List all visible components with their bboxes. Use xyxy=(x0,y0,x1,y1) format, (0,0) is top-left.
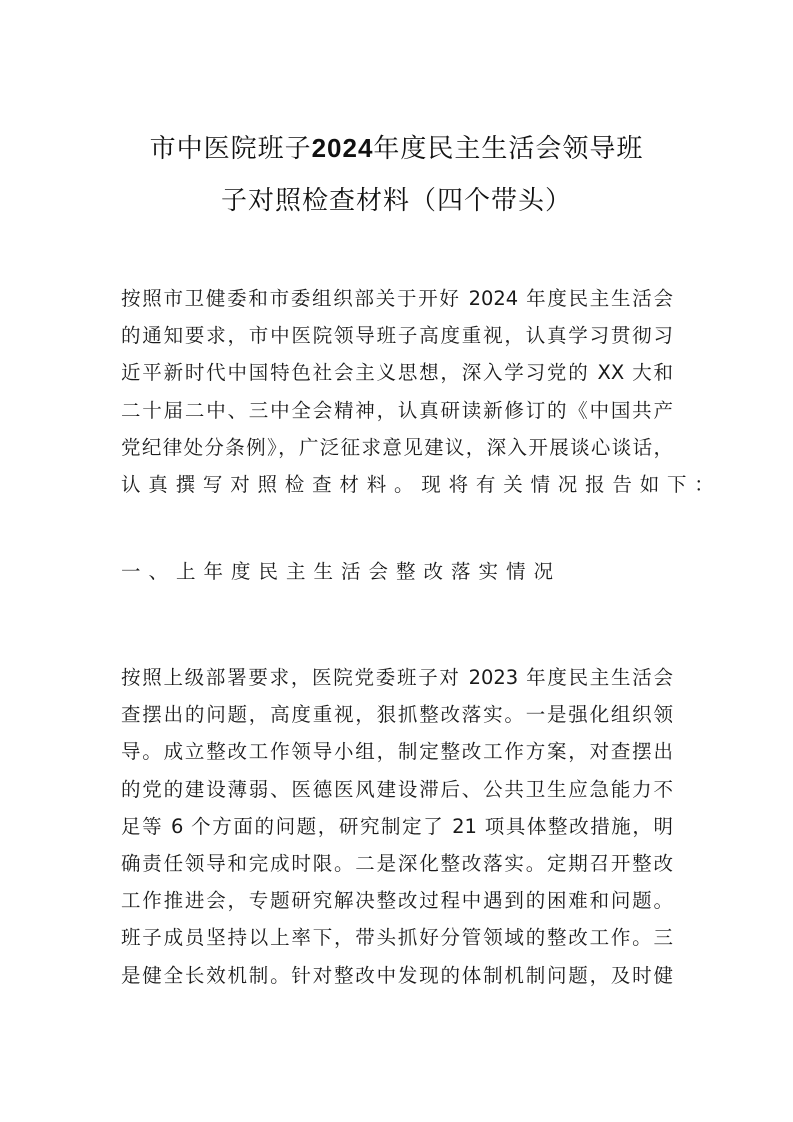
title-line-1: 市中医院班子2024年度民主生活会领导班 xyxy=(149,133,644,164)
intro-paragraph xyxy=(121,280,722,503)
title-line-2: 子对照检查材料（四个带头） xyxy=(220,186,572,216)
paragraph-line: 足等 6 个方面的问题，研究制定了 21 项具体整改措施，明 xyxy=(121,814,673,838)
paragraph-line: 是健全长效机制。针对整改中发现的体制机制问题，及时健 xyxy=(121,963,673,987)
paragraph-line: 按照上级部署要求，医院党委班子对 2023 年度民主生活会 xyxy=(121,666,673,689)
paragraph-line: 认真撰写对照检查材料。现将有关情况报告如下： xyxy=(121,473,722,497)
paragraph-line: 班子成员坚持以上率下，带头抓好分管领域的整改工作。三 xyxy=(121,926,673,950)
section-heading: 一、上年度民主生活会整改落实情况 xyxy=(121,560,562,583)
paragraph-line: 党纪律处分条例》，广泛征求意见建议，深入开展谈心谈话， xyxy=(121,435,673,459)
paragraph-line: 的通知要求，市中医院领导班子高度重视，认真学习贯彻习 xyxy=(121,324,673,348)
paragraph-line: 按照市卫健委和市委组织部关于开好 2024 年度民主生活会 xyxy=(121,287,673,310)
paragraph-line: 确责任领导和完成时限。二是深化整改落实。定期召开整改 xyxy=(121,852,673,876)
paragraph-line: 工作推进会，专题研究解决整改过程中遇到的困难和问题。 xyxy=(121,889,673,913)
section1-paragraph xyxy=(121,659,673,994)
paragraph-line: 近平新时代中国特色社会主义思想，深入学习党的 XX 大和 xyxy=(121,361,673,385)
paragraph-line: 二十届二中、三中全会精神，认真研读新修订的《中国共产 xyxy=(121,398,673,422)
paragraph-line: 查摆出的问题，高度重视，狠抓整改落实。一是强化组织领 xyxy=(121,703,673,727)
paragraph-line: 的党的建设薄弱、医德医风建设滞后、公共卫生应急能力不 xyxy=(121,777,673,801)
document-title xyxy=(100,122,693,227)
paragraph-line: 导。成立整改工作领导小组，制定整改工作方案，对查摆出 xyxy=(121,740,673,764)
